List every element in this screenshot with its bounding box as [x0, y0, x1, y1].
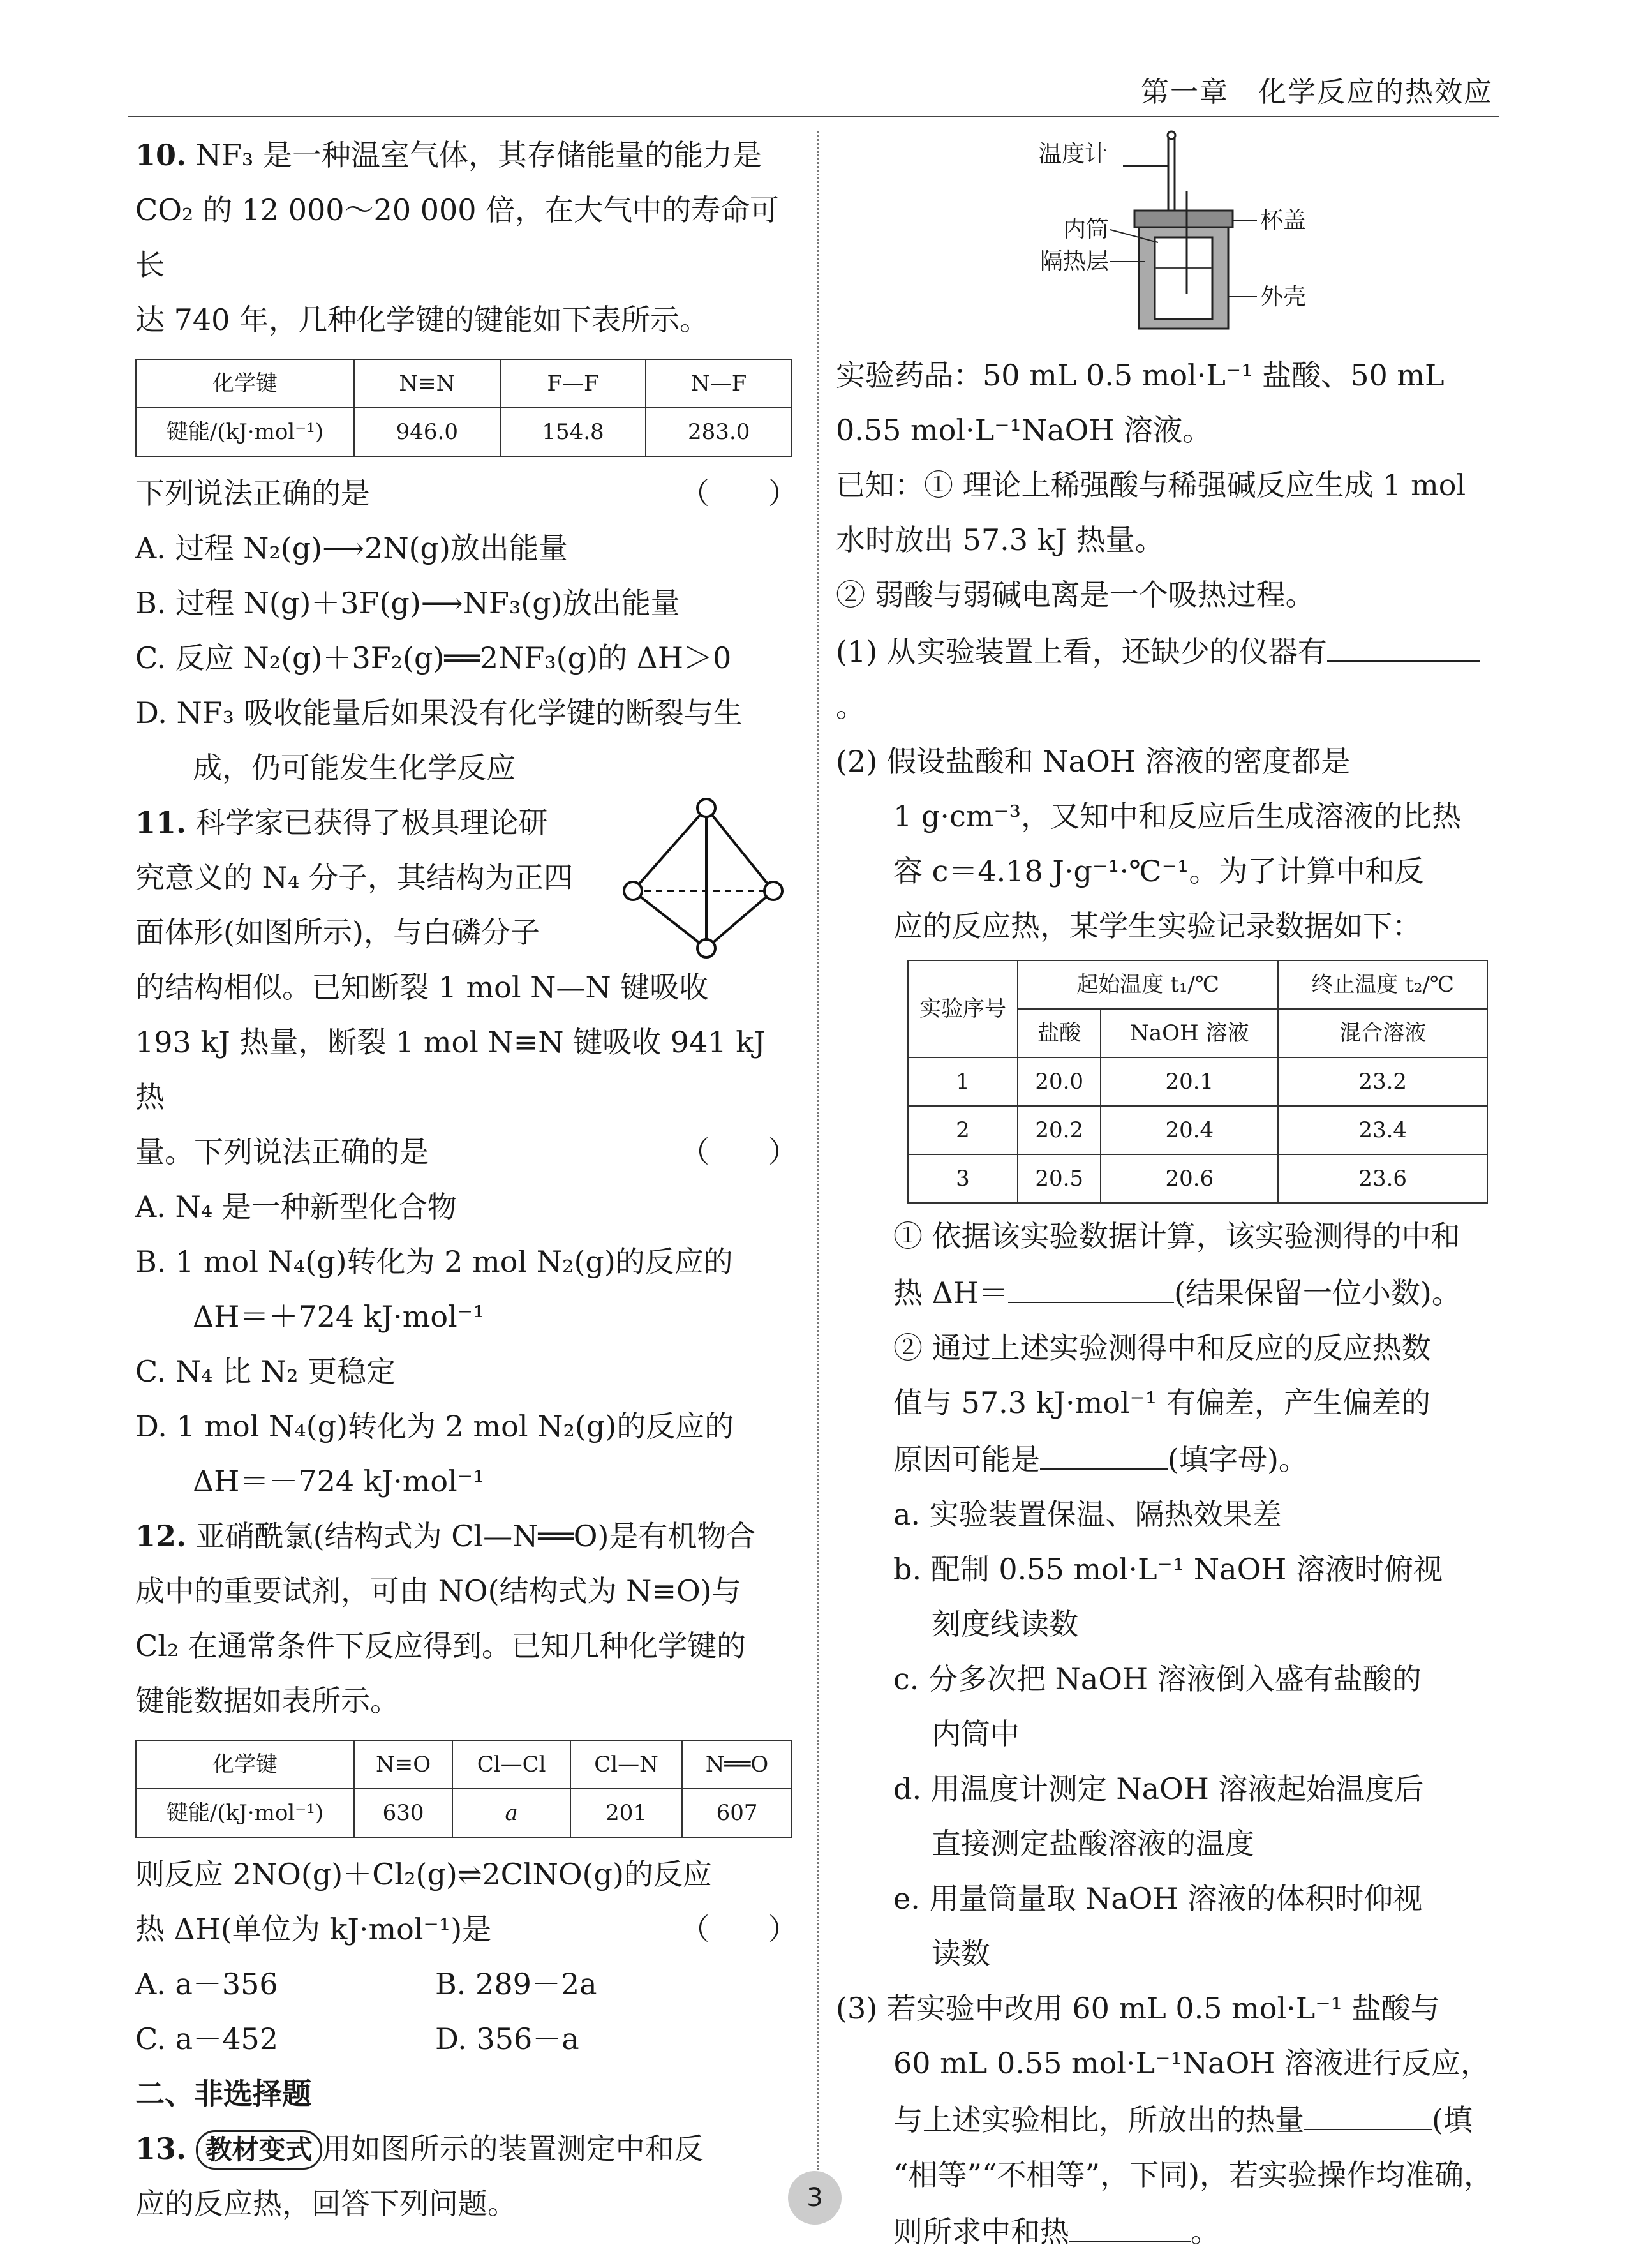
q10-table-bond: N≡N — [354, 359, 500, 408]
q10-table-energy: 283.0 — [646, 408, 792, 456]
q13-part-3-line-1: (3) 若实验中改用 60 mL 0.5 mol·L⁻¹ 盐酸与 — [836, 1991, 1440, 2026]
q12-table-energy: 630 — [354, 1789, 452, 1837]
q12-table-energy: a — [452, 1789, 570, 1837]
q12-line-2: 成中的重要试剂，可由 NO(结构式为 N≡O)与 — [135, 1574, 741, 1608]
q13-choice-d-cont: 直接测定盐酸溶液的温度 — [932, 1826, 1254, 1861]
answer-blank[interactable] — [1304, 2091, 1432, 2130]
answer-paren[interactable]: （ ） — [680, 1912, 798, 1946]
label-inner: 内筒 — [1063, 216, 1110, 242]
q13-known-3: ② 弱酸与弱碱电离是一个吸热过程。 — [836, 578, 1315, 612]
exp-cell-naoh: 20.1 — [1101, 1057, 1278, 1106]
q12-line-1: 12. 亚硝酰氯(结构式为 Cl—N══O)是有机物合 — [135, 1519, 756, 1553]
q13-part-3-line-2: 60 mL 0.55 mol·L⁻¹NaOH 溶液进行反应， — [893, 2046, 1490, 2080]
exp-header-hcl: 盐酸 — [1018, 1009, 1101, 1057]
exp-cell-seq: 3 — [908, 1154, 1018, 1203]
answer-blank[interactable] — [1327, 622, 1480, 662]
exp-header-mix: 混合溶液 — [1278, 1009, 1487, 1057]
q13-reagents-1: 实验药品：50 mL 0.5 mol·L⁻¹ 盐酸、50 mL — [836, 358, 1445, 392]
q13-part-2-line-2: 1 g·cm⁻³，又知中和反应后生成溶液的比热 — [893, 799, 1462, 833]
q13-known-1: 已知：① 理论上稀强酸与稀强碱反应生成 1 mol — [836, 468, 1466, 502]
q13-part-3-line-4: “相等”“不相等”，下同)，若实验操作均准确， — [893, 2158, 1494, 2192]
q10-option-a[interactable]: A. 过程 N₂(g)⟶2N(g)放出能量 — [135, 531, 568, 565]
q10-question: 下列说法正确的是 （ ） — [135, 466, 798, 521]
q13-choice-e[interactable]: e. 用量筒量取 NaOH 溶液的体积时仰视 — [893, 1881, 1423, 1916]
experiment-data-table — [907, 960, 1488, 1204]
q13-part-2-line-3: 容 c＝4.18 J·g⁻¹·℃⁻¹。为了计算中和反 — [893, 854, 1424, 888]
q10-bond-table — [135, 359, 792, 457]
q11-line-2: 究意义的 N₄ 分子，其结构为正四 — [135, 860, 573, 895]
q12-line-4: 键能数据如表所示。 — [135, 1683, 399, 1718]
q11-number: 11. — [135, 805, 187, 840]
table-row — [908, 1057, 1487, 1106]
right-column — [836, 128, 1499, 2259]
q13-sub2-line-3: 原因可能是 (填字母)。 — [836, 1430, 1499, 1487]
q12-table-bond: N══O — [682, 1740, 792, 1789]
q10-table-header-energy: 键能/(kJ·mol⁻¹) — [136, 408, 354, 456]
q12-options-row-2 — [135, 2011, 798, 2066]
exp-cell-hcl: 20.0 — [1018, 1057, 1101, 1106]
q11-line-6: 量。下列说法正确的是 （ ） — [135, 1124, 798, 1179]
q11-option-c[interactable]: C. N₄ 比 N₂ 更稳定 — [135, 1354, 396, 1389]
table-row — [908, 1154, 1487, 1203]
answer-blank[interactable] — [1008, 1264, 1174, 1303]
q10-option-d-cont: 成，仍可能发生化学反应 — [193, 750, 516, 785]
q10-table-bond: N—F — [646, 359, 792, 408]
q13-choice-d[interactable]: d. 用温度计测定 NaOH 溶液起始温度后 — [893, 1772, 1424, 1806]
calorimeter-figure — [836, 128, 1499, 348]
q11-option-b-cont: ΔH＝＋724 kJ·mol⁻¹ — [193, 1299, 485, 1334]
q12-option-a[interactable]: A. a－356 — [135, 1967, 278, 2001]
q13-number: 13. — [135, 2131, 187, 2166]
q13-part-2-line-1: (2) 假设盐酸和 NaOH 溶液的密度都是 — [836, 744, 1351, 779]
q12-option-d[interactable]: D. 356－a — [435, 2022, 579, 2056]
q11-line-3: 面体形(如图所示)，与白磷分子 — [135, 915, 540, 950]
q10-table-header-bond: 化学键 — [136, 359, 354, 408]
column-divider — [817, 131, 819, 2218]
header-rule — [128, 116, 1499, 117]
exp-header-naoh: NaOH 溶液 — [1101, 1009, 1278, 1057]
exp-cell-mix: 23.6 — [1278, 1154, 1487, 1203]
exp-cell-naoh: 20.4 — [1101, 1106, 1278, 1154]
q12-line-3: Cl₂ 在通常条件下反应得到。已知几种化学键的 — [135, 1629, 746, 1663]
q10-option-c[interactable]: C. 反应 N₂(g)＋3F₂(g)══2NF₃(g)的 ΔH＞0 — [135, 641, 732, 675]
q10-line-2: CO₂ 的 12 000～20 000 倍，在大气中的寿命可长 — [135, 193, 780, 282]
exp-cell-hcl: 20.2 — [1018, 1106, 1101, 1154]
q13-sub2-line-1: ② 通过上述实验测得中和反应的反应热数 — [893, 1331, 1431, 1365]
q13-known-2: 水时放出 57.3 kJ 热量。 — [836, 523, 1164, 557]
label-shell: 外壳 — [1260, 284, 1307, 310]
q13-choice-a[interactable]: a. 实验装置保温、隔热效果差 — [893, 1497, 1282, 1532]
q12-table-bond: Cl—N — [570, 1740, 682, 1789]
q13-part-3-line-3: 与上述实验相比，所放出的热量 (填 — [836, 2091, 1499, 2147]
q13-choice-e-cont: 读数 — [932, 1936, 990, 1971]
q12-table-header-bond: 化学键 — [136, 1740, 354, 1789]
answer-blank[interactable] — [1040, 1430, 1168, 1470]
q12-table-energy: 201 — [570, 1789, 682, 1837]
q13-choice-b-cont: 刻度线读数 — [932, 1607, 1078, 1641]
q12-table-energy: 607 — [682, 1789, 792, 1837]
q10-line-3: 达 740 年，几种化学键的键能如下表所示。 — [135, 302, 709, 337]
section-title: 二、非选择题 — [135, 2077, 311, 2111]
textbook-variant-tag: 教材变式 — [196, 2130, 322, 2170]
q11-option-a[interactable]: A. N₄ 是一种新型化合物 — [135, 1190, 457, 1224]
q13-choice-c-cont: 内筒中 — [932, 1717, 1020, 1751]
q11-line-4: 的结构相似。已知断裂 1 mol N—N 键吸收 — [135, 970, 709, 1004]
q13-sub2-line-2: 值与 57.3 kJ·mol⁻¹ 有偏差，产生偏差的 — [893, 1385, 1430, 1420]
q13-line-1: 13. 教材变式 用如图所示的装置测定中和反 — [135, 2121, 798, 2176]
q13-part-3-line-5: 则所求中和热 。 — [836, 2202, 1499, 2259]
q10-number: 10. — [135, 138, 187, 172]
q13-choice-c[interactable]: c. 分多次把 NaOH 溶液倒入盛有盐酸的 — [893, 1662, 1422, 1696]
label-insulation: 隔热层 — [1040, 248, 1110, 274]
table-row — [908, 1106, 1487, 1154]
q12-table-bond: N≡O — [354, 1740, 452, 1789]
q13-part-2-line-4: 应的反应热，某学生实验记录数据如下： — [893, 909, 1422, 943]
q13-sub1-line-1: ① 依据该实验数据计算，该实验测得的中和 — [893, 1219, 1460, 1253]
label-lid: 杯盖 — [1260, 207, 1307, 234]
answer-paren[interactable]: （ ） — [680, 476, 798, 511]
q11-line-1: 11. 科学家已获得了极具理论研 — [135, 805, 548, 840]
q13-line-2: 应的反应热，回答下列问题。 — [135, 2186, 517, 2221]
q12-option-b[interactable]: B. 289－2a — [435, 1967, 597, 2001]
q11-option-b[interactable]: B. 1 mol N₄(g)转化为 2 mol N₂(g)的反应的 — [135, 1244, 733, 1279]
q11-option-d[interactable]: D. 1 mol N₄(g)转化为 2 mol N₂(g)的反应的 — [135, 1409, 734, 1444]
q13-choice-b[interactable]: b. 配制 0.55 mol·L⁻¹ NaOH 溶液时俯视 — [893, 1552, 1443, 1586]
q12-question-line-1: 则反应 2NO(g)＋Cl₂(g)⇌2ClNO(g)的反应 — [135, 1857, 712, 1891]
exp-header-start: 起始温度 t₁/℃ — [1018, 960, 1278, 1009]
q12-question-line-2: 热 ΔH(单位为 kJ·mol⁻¹)是 （ ） — [135, 1902, 798, 1957]
exp-cell-seq: 2 — [908, 1106, 1018, 1154]
label-thermometer: 温度计 — [1039, 141, 1108, 167]
q12-option-c[interactable]: C. a－452 — [135, 2022, 279, 2056]
exp-cell-mix: 23.4 — [1278, 1106, 1487, 1154]
q12-table-header-energy: 键能/(kJ·mol⁻¹) — [136, 1789, 354, 1837]
q11-line-5: 193 kJ 热量，断裂 1 mol N≡N 键吸收 941 kJ 热 — [135, 1025, 766, 1114]
q10-table-bond: F—F — [500, 359, 646, 408]
answer-paren[interactable]: （ ） — [680, 1135, 798, 1169]
q10-line-1: 10. NF₃ 是一种温室气体，其存储能量的能力是 — [135, 138, 762, 172]
exp-cell-mix: 23.2 — [1278, 1057, 1487, 1106]
q12-table-bond: Cl—Cl — [452, 1740, 570, 1789]
page-number: 3 — [788, 2171, 842, 2225]
q13-sub1-line-2: 热 ΔH＝ (结果保留一位小数)。 — [836, 1264, 1499, 1320]
q13-part-1: (1) 从实验装置上看，还缺少的仪器有。 — [836, 622, 1499, 734]
q10-table-energy: 154.8 — [500, 408, 646, 456]
q10-option-d[interactable]: D. NF₃ 吸收能量后如果没有化学键的断裂与生 — [135, 696, 743, 730]
exp-cell-naoh: 20.6 — [1101, 1154, 1278, 1203]
exp-header-seq: 实验序号 — [908, 960, 1018, 1057]
answer-blank[interactable] — [1069, 2202, 1191, 2242]
q13-reagents-2: 0.55 mol·L⁻¹NaOH 溶液。 — [836, 413, 1212, 447]
left-column — [135, 128, 798, 2231]
q12-number: 12. — [135, 1519, 187, 1553]
chapter-header: 第一章 化学反应的热效应 — [1141, 76, 1493, 108]
exp-cell-seq: 1 — [908, 1057, 1018, 1106]
calorimeter-diagram — [836, 128, 1499, 348]
q11-option-d-cont: ΔH＝－724 kJ·mol⁻¹ — [193, 1464, 485, 1498]
exp-header-end: 终止温度 t₂/℃ — [1278, 960, 1487, 1009]
q12-bond-table — [135, 1740, 792, 1838]
q12-options-row-1 — [135, 1957, 798, 2011]
q10-option-b[interactable]: B. 过程 N(g)＋3F(g)⟶NF₃(g)放出能量 — [135, 586, 680, 620]
q10-table-energy: 946.0 — [354, 408, 500, 456]
exp-cell-hcl: 20.5 — [1018, 1154, 1101, 1203]
n4-tetrahedron-figure — [614, 795, 792, 967]
